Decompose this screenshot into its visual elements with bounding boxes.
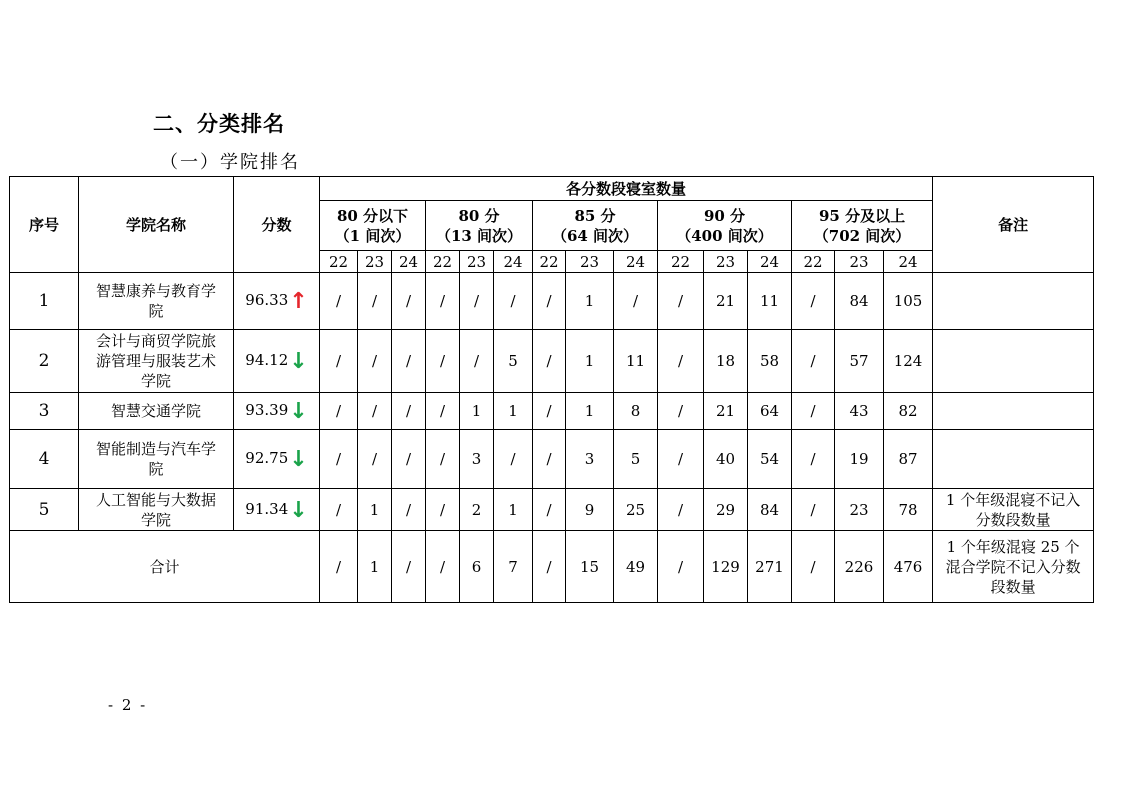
row-note (933, 330, 1094, 393)
band-count-cell: / (658, 273, 704, 330)
total-count-cell: 15 (566, 531, 614, 603)
row-score: 96.33 (245, 291, 289, 309)
band-count-cell: 1 (494, 489, 533, 531)
band-count-cell: 1 (358, 489, 392, 531)
band-count-cell: / (792, 489, 835, 531)
band-count-cell: / (460, 273, 494, 330)
arrow-down-icon: ↓ (289, 497, 308, 523)
year-header: 24 (884, 251, 933, 273)
header-seq: 序号 (10, 177, 79, 273)
page-number: - 2 - (108, 696, 148, 714)
band-count-cell: 8 (614, 393, 658, 430)
row-score-cell (234, 393, 320, 430)
total-count-cell: / (320, 531, 358, 603)
total-count-cell: 226 (835, 531, 884, 603)
band-header-1 (320, 201, 426, 251)
band-count: （400 间次） (676, 226, 773, 245)
table-row (10, 330, 1094, 393)
year-header: 22 (426, 251, 460, 273)
row-score: 91.34 (245, 499, 289, 518)
band-header-2 (426, 201, 533, 251)
year-header: 24 (494, 251, 533, 273)
row-score: 92.75 (245, 449, 289, 467)
year-header: 23 (566, 251, 614, 273)
band-count-cell: / (614, 273, 658, 330)
band-count: （1 间次） (334, 226, 411, 245)
row-seq: 1 (10, 273, 79, 330)
year-header: 22 (792, 251, 835, 273)
band-count-cell: / (358, 273, 392, 330)
row-score-cell (234, 330, 320, 393)
band-count-cell: / (658, 330, 704, 393)
table-row (10, 393, 1094, 430)
band-label: 85 分 (574, 206, 616, 225)
year-header: 23 (358, 251, 392, 273)
band-count-cell: 18 (704, 330, 748, 393)
band-label: 90 分 (703, 206, 746, 225)
band-count-cell: / (426, 430, 460, 489)
band-header-5 (792, 201, 933, 251)
table-row (10, 430, 1094, 489)
band-count-cell: 23 (835, 489, 884, 531)
row-note (933, 273, 1094, 330)
year-header: 22 (533, 251, 566, 273)
band-count-cell: / (460, 330, 494, 393)
row-college-name: 智慧康养与教育学院 (79, 273, 234, 330)
band-count: （702 间次） (813, 226, 911, 245)
total-count-cell: / (392, 531, 426, 603)
arrow-down-icon: ↓ (289, 399, 308, 424)
band-count-cell: 54 (748, 430, 792, 489)
band-count-cell: 5 (614, 430, 658, 489)
band-count-cell: 1 (566, 330, 614, 393)
band-count-cell: 1 (566, 393, 614, 430)
band-count-cell: / (358, 430, 392, 489)
total-count-cell: / (533, 531, 566, 603)
arrow-down-icon: ↓ (289, 447, 308, 472)
band-count-cell: / (320, 330, 358, 393)
row-note: 1 个年级混寝不记入分数段数量 (933, 489, 1094, 531)
arrow-up-icon: ↑ (289, 289, 308, 314)
band-count-cell: 43 (835, 393, 884, 430)
band-count-cell: / (320, 273, 358, 330)
band-count-cell: / (494, 273, 533, 330)
band-count-cell: / (392, 430, 426, 489)
band-count-cell: 124 (884, 330, 933, 393)
band-label: 80 分 (458, 206, 500, 225)
band-count-cell: 2 (460, 489, 494, 531)
band-count-cell: 21 (704, 393, 748, 430)
band-count-cell: / (792, 393, 835, 430)
row-note (933, 393, 1094, 430)
table-row (10, 273, 1094, 330)
band-count-cell: / (426, 393, 460, 430)
band-count-cell: 3 (566, 430, 614, 489)
row-seq: 4 (10, 430, 79, 489)
total-count-cell: 476 (884, 531, 933, 603)
band-count-cell: 1 (460, 393, 494, 430)
row-score-cell (234, 489, 320, 531)
band-count-cell: 105 (884, 273, 933, 330)
year-header: 24 (614, 251, 658, 273)
total-label: 合计 (10, 531, 320, 603)
band-count-cell: 9 (566, 489, 614, 531)
header-name: 学院名称 (79, 177, 234, 273)
band-count-cell: 21 (704, 273, 748, 330)
band-label: 95 分及以上 (818, 206, 906, 225)
band-count-cell: / (392, 393, 426, 430)
band-count-cell: / (426, 273, 460, 330)
band-count-cell: / (533, 489, 566, 531)
band-header-4 (658, 201, 792, 251)
year-header: 22 (320, 251, 358, 273)
band-count-cell: 1 (494, 393, 533, 430)
row-college-name: 智慧交通学院 (79, 393, 234, 430)
header-note: 备注 (933, 177, 1094, 273)
total-count-cell: 129 (704, 531, 748, 603)
total-count-cell: 6 (460, 531, 494, 603)
band-count-cell: 58 (748, 330, 792, 393)
band-count-cell: / (392, 273, 426, 330)
total-count-cell: / (792, 531, 835, 603)
band-count-cell: / (792, 330, 835, 393)
row-score-cell (234, 273, 320, 330)
total-count-cell: 7 (494, 531, 533, 603)
band-label: 80 分以下 (336, 206, 409, 225)
band-count-cell: 11 (614, 330, 658, 393)
band-count-cell: / (320, 393, 358, 430)
band-count-cell: / (320, 430, 358, 489)
band-count-cell: / (426, 330, 460, 393)
row-seq: 2 (10, 330, 79, 393)
band-count-cell: 78 (884, 489, 933, 531)
band-count-cell: 19 (835, 430, 884, 489)
band-count: （64 间次） (551, 226, 639, 245)
year-header: 24 (748, 251, 792, 273)
row-score: 93.39 (245, 401, 289, 419)
row-note (933, 430, 1094, 489)
college-ranking-table (9, 176, 1094, 603)
band-count-cell: / (392, 330, 426, 393)
band-count-cell: / (533, 273, 566, 330)
total-count-cell: / (658, 531, 704, 603)
band-count-cell: / (533, 430, 566, 489)
band-count-cell: / (358, 393, 392, 430)
row-score-cell (234, 430, 320, 489)
band-count-cell: 40 (704, 430, 748, 489)
band-count-cell: / (792, 430, 835, 489)
row-score: 94.12 (245, 351, 289, 369)
row-seq: 3 (10, 393, 79, 430)
band-count-cell: 57 (835, 330, 884, 393)
band-count-cell: / (320, 489, 358, 531)
row-college-name: 会计与商贸学院旅游管理与服装艺术学院 (79, 330, 234, 393)
band-count: （13 间次） (435, 226, 523, 245)
arrow-down-icon: ↓ (289, 349, 308, 374)
row-seq: 5 (10, 489, 79, 531)
year-header: 22 (658, 251, 704, 273)
band-count-cell: / (426, 489, 460, 531)
header-band-group: 各分数段寝室数量 (320, 177, 933, 201)
year-header: 23 (460, 251, 494, 273)
row-college-name: 人工智能与大数据学院 (79, 489, 234, 531)
band-count-cell: 84 (835, 273, 884, 330)
band-count-cell: 3 (460, 430, 494, 489)
band-count-cell: / (658, 489, 704, 531)
band-count-cell: / (392, 489, 426, 531)
band-header-3 (533, 201, 658, 251)
total-row (10, 531, 1094, 603)
year-header: 23 (835, 251, 884, 273)
band-count-cell: 87 (884, 430, 933, 489)
total-count-cell: / (426, 531, 460, 603)
band-count-cell: 11 (748, 273, 792, 330)
total-count-cell: 1 (358, 531, 392, 603)
band-count-cell: 84 (748, 489, 792, 531)
total-count-cell: 271 (748, 531, 792, 603)
band-count-cell: / (792, 273, 835, 330)
band-count-cell: / (494, 430, 533, 489)
band-count-cell: 82 (884, 393, 933, 430)
band-count-cell: / (658, 393, 704, 430)
band-count-cell: 29 (704, 489, 748, 531)
band-count-cell: / (358, 330, 392, 393)
subsection-title: （一）学院排名 (160, 152, 300, 173)
year-header: 23 (704, 251, 748, 273)
band-count-cell: / (533, 330, 566, 393)
band-count-cell: 5 (494, 330, 533, 393)
band-count-cell: / (658, 430, 704, 489)
total-count-cell: 49 (614, 531, 658, 603)
year-header: 24 (392, 251, 426, 273)
table-row (10, 489, 1094, 531)
header-score: 分数 (234, 177, 320, 273)
band-count-cell: 1 (566, 273, 614, 330)
band-count-cell: 64 (748, 393, 792, 430)
row-college-name: 智能制造与汽车学院 (79, 430, 234, 489)
total-note: 1 个年级混寝 25 个混合学院不记入分数段数量 (933, 531, 1094, 603)
section-title: 二、分类排名 (153, 112, 285, 136)
band-count-cell: 25 (614, 489, 658, 531)
band-count-cell: / (533, 393, 566, 430)
